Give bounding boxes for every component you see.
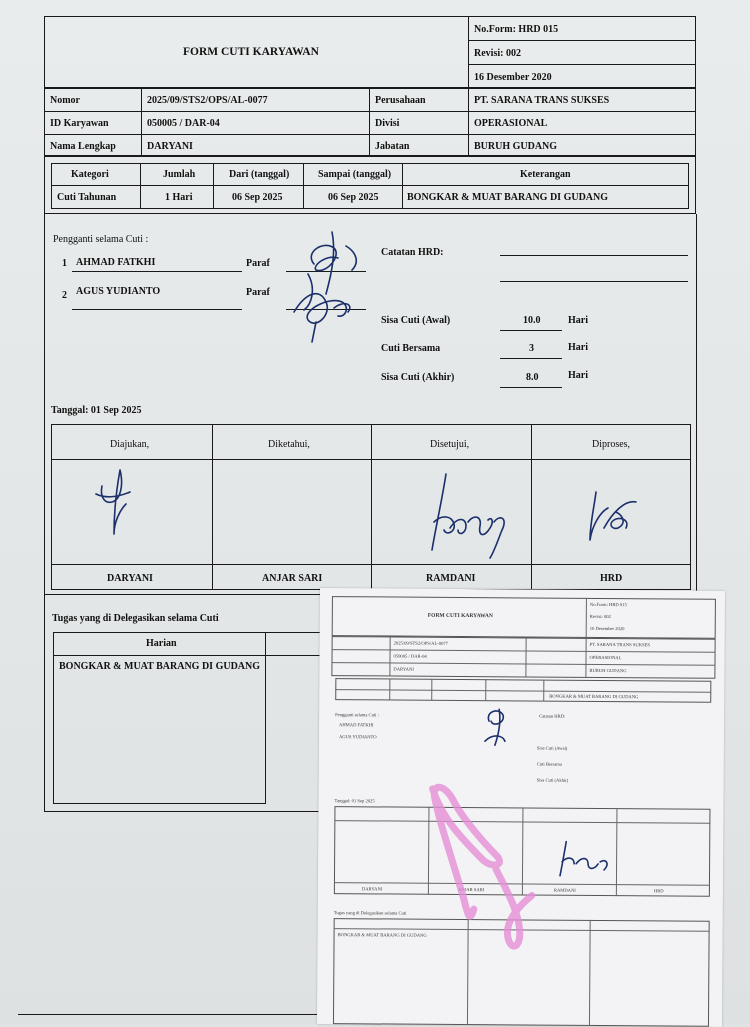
pengganti-1-no: 1: [62, 258, 67, 269]
id-karyawan-value: 050005 / DAR-04: [147, 118, 220, 129]
copy-catatan-label: Catatan HRD:: [539, 713, 566, 719]
pengganti-2-name: AGUS YUDIANTO: [76, 286, 161, 297]
copy-tasks-value: BONGKAR & MUAT BARANG DI GUDANG: [337, 932, 427, 938]
approval-name-diketahui: ANJAR SARI: [262, 573, 323, 584]
copy-sisa-awal: Sisa Cuti (Awal): [536, 745, 568, 751]
copy-divisi-value: OPERASIONAL: [589, 654, 622, 661]
pengganti-1-name: AHMAD FATKHI: [76, 257, 156, 268]
col-sampai: Sampai (tanggal): [318, 169, 392, 180]
paraf-signatures: [286, 212, 376, 352]
cuti-bersama-value: 3: [529, 343, 534, 354]
photocopy-sheet: [317, 588, 725, 1027]
jabatan-value: BURUH GUDANG: [474, 141, 558, 152]
copy-name-diajukan: DARYANI: [361, 886, 383, 892]
copy-name-diproses: HRD: [653, 888, 664, 894]
cuti-bersama-label: Cuti Bersama: [381, 343, 441, 354]
divisi-label: Divisi: [375, 118, 400, 129]
form-revision: Revisi: 002: [474, 48, 521, 59]
header-box: [44, 16, 696, 88]
cuti-bersama-unit: Hari: [568, 342, 588, 353]
copy-keterangan-value: BONGKAR & MUAT BARANG DI GUDANG: [549, 693, 639, 700]
nama-value: DARYANI: [147, 141, 193, 152]
row-jumlah: 1 Hari: [165, 192, 193, 203]
copy-sisa-akhir: Sisa Cuti (Akhir): [536, 777, 569, 783]
copy-cuti-bersama: Cuti Bersama: [536, 761, 562, 767]
col-jumlah: Jumlah: [163, 169, 196, 180]
nomor-value: 2025/09/STS2/OPS/AL-0077: [147, 95, 268, 106]
row-keterangan: BONGKAR & MUAT BARANG DI GUDANG: [407, 192, 609, 203]
jabatan-label: Jabatan: [375, 141, 410, 152]
pengganti-label: Pengganti selama Cuti :: [53, 234, 149, 245]
copy-form-revision: Revisi: 002: [589, 613, 611, 620]
copy-pengganti-label: Pengganti selama Cuti :: [335, 712, 379, 718]
approval-name-disetujui: RAMDANI: [426, 573, 476, 584]
approval-disetujui-header: Disetujui,: [430, 439, 470, 450]
approval-name-diproses: HRD: [600, 573, 623, 584]
sisa-awal-value: 10.0: [523, 315, 541, 326]
approval-diproses-header: Diproses,: [592, 439, 631, 450]
divisi-value: OPERASIONAL: [474, 118, 548, 129]
copy-name-diketahui: ANJAR SARI: [457, 886, 485, 893]
id-karyawan-label: ID Karyawan: [50, 118, 109, 129]
sisa-akhir-unit: Hari: [568, 370, 588, 381]
copy-form-title: FORM CUTI KARYAWAN: [427, 612, 493, 620]
copy-signature-disetujui: [558, 840, 614, 880]
copy-form-date: 16 Desember 2020: [589, 625, 625, 632]
perusahaan-label: Perusahaan: [375, 95, 426, 106]
tasks-table: [53, 632, 266, 804]
signature-diajukan: [90, 462, 140, 542]
approval-name-diajukan: DARYANI: [107, 573, 153, 584]
col-keterangan: Keterangan: [520, 169, 571, 180]
copy-form-number: No.Form: HRD 015: [589, 601, 627, 608]
copy-id-value: 050005 / DAR-04: [393, 653, 427, 659]
copy-name-disetujui: RAMDANI: [553, 887, 576, 893]
approval-diketahui-header: Diketahui,: [268, 439, 310, 450]
sisa-awal-label: Sisa Cuti (Awal): [381, 315, 451, 326]
row-kategori: Cuti Tahunan: [57, 192, 117, 203]
nomor-label: Nomor: [50, 95, 80, 106]
row-sampai: 06 Sep 2025: [328, 192, 379, 203]
row-dari: 06 Sep 2025: [232, 192, 283, 203]
catatan-hrd-label: Catatan HRD:: [381, 247, 444, 258]
tanggal-pengajuan: Tanggal: 01 Sep 2025: [51, 405, 142, 416]
copy-pengganti-2: AGUS YUDIANTO: [338, 734, 377, 740]
copy-pengganti-1: AHMAD FATKHI: [339, 722, 374, 728]
copy-paraf-signatures: [479, 701, 519, 751]
copy-jabatan-value: BURUH GUDANG: [589, 667, 627, 674]
sisa-akhir-value: 8.0: [526, 372, 539, 383]
pengganti-2-paraf: Paraf: [246, 287, 270, 298]
copy-tanggal: Tanggal: 01 Sep 2025: [334, 798, 375, 804]
pengganti-2-no: 2: [62, 290, 67, 301]
copy-tasks-label: Tugas yang di Delegasikan selama Cuti: [333, 910, 407, 916]
perusahaan-value: PT. SARANA TRANS SUKSES: [474, 95, 610, 106]
signature-disetujui: [428, 470, 518, 560]
sisa-akhir-label: Sisa Cuti (Akhir): [381, 372, 455, 383]
copy-nomor-value: 2025/09/STS2/OPS/AL-0077: [393, 640, 449, 646]
col-dari: Dari (tanggal): [229, 169, 290, 180]
approval-diajukan-header: Diajukan,: [110, 439, 150, 450]
tasks-harian-value: BONGKAR & MUAT BARANG DI GUDANG: [59, 661, 261, 672]
form-date: 16 Desember 2020: [474, 72, 552, 83]
copy-perusahaan-value: PT. SARANA TRANS SUKSES: [589, 641, 650, 648]
form-number: No.Form: HRD 015: [474, 24, 559, 35]
form-title: FORM CUTI KARYAWAN: [183, 46, 319, 58]
tasks-label: Tugas yang di Delegasikan selama Cuti: [52, 613, 219, 624]
col-kategori: Kategori: [71, 169, 109, 180]
signature-diproses: [580, 482, 650, 552]
pink-highlighter-scribble: [421, 779, 542, 960]
tasks-harian-header: Harian: [146, 638, 177, 649]
sisa-awal-unit: Hari: [568, 315, 588, 326]
copy-nama-value: DARYANI: [393, 666, 414, 672]
pengganti-1-paraf: Paraf: [246, 258, 270, 269]
nama-label: Nama Lengkap: [50, 141, 116, 152]
